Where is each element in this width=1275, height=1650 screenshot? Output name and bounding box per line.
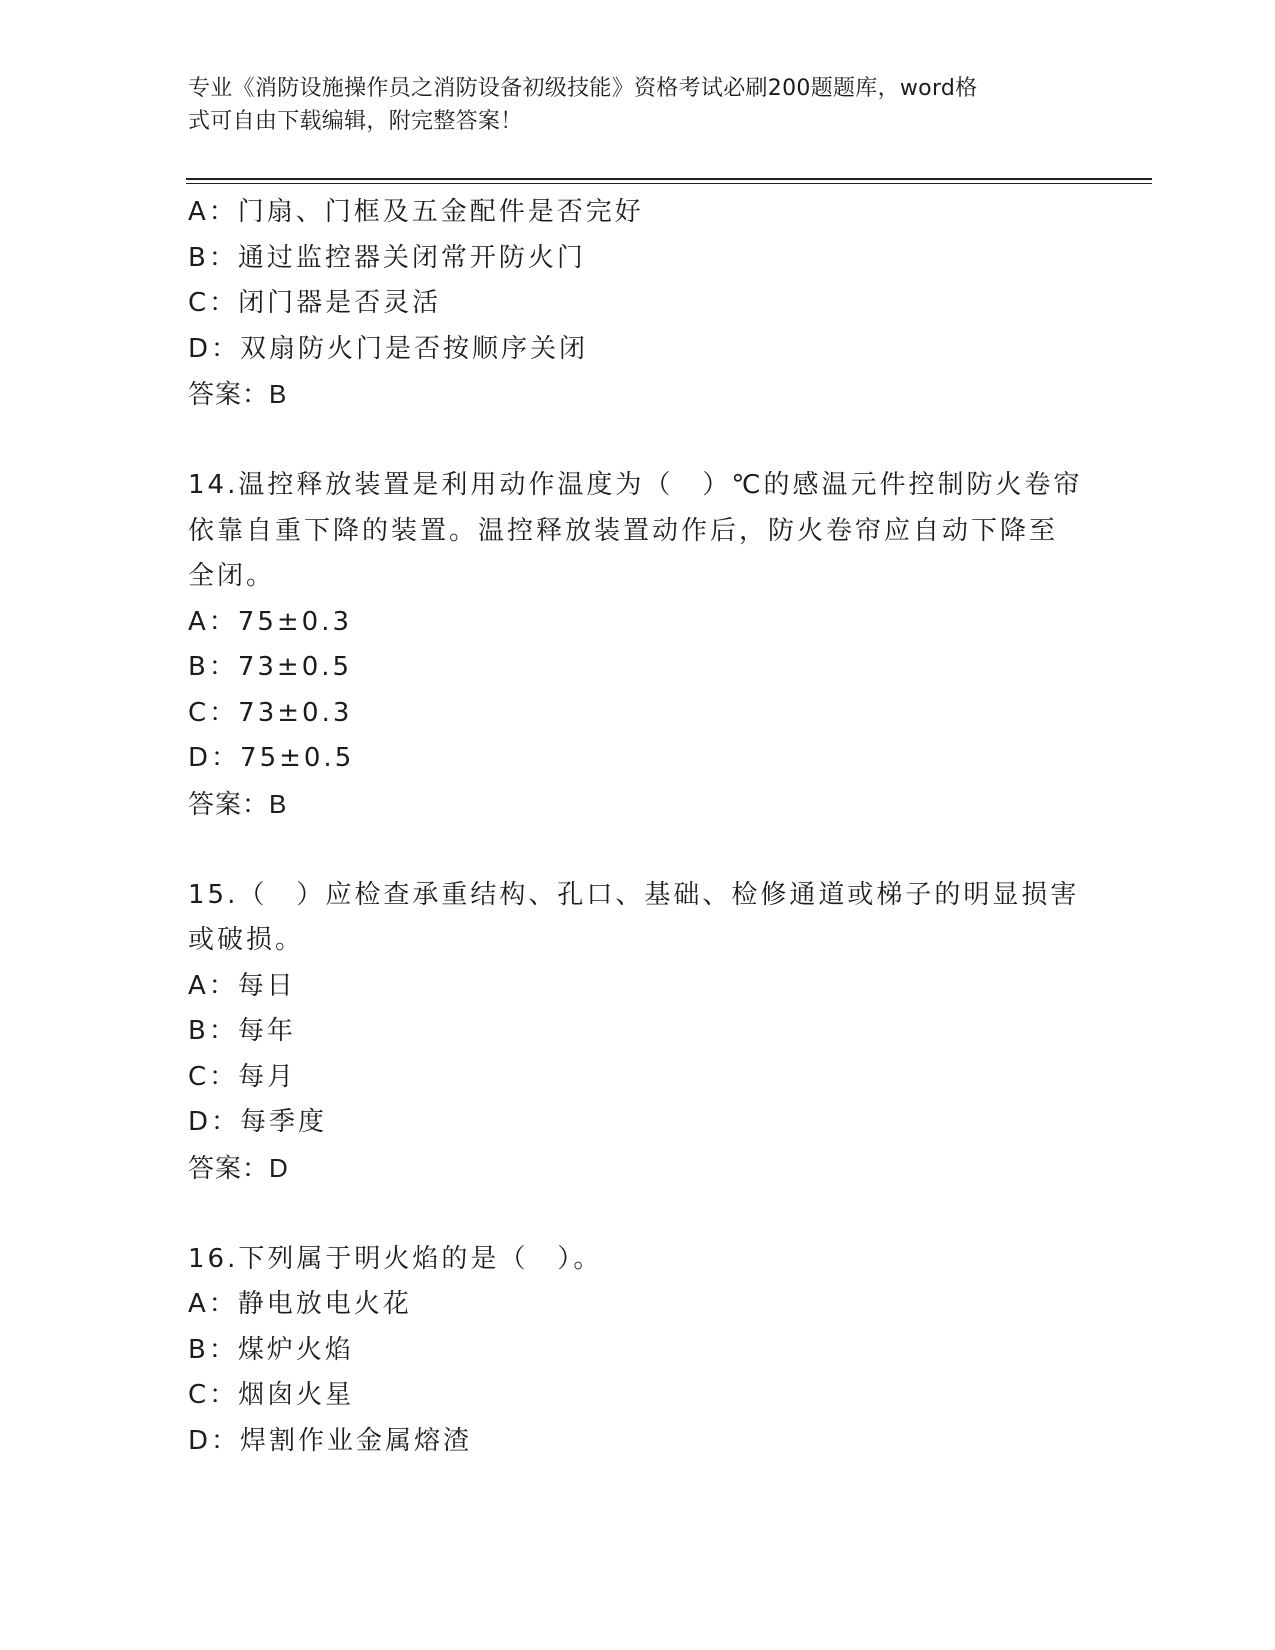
option-a: A：门扇、门框及五金配件是否完好: [188, 197, 644, 227]
header-line-1: 专业《消防设施操作员之消防设备初级技能》资格考试必刷200题题库，word格: [188, 76, 978, 101]
spacer: [188, 827, 1088, 873]
answer: 答案：B: [188, 379, 288, 409]
question-13-block: [188, 190, 1088, 418]
option-a: A：静电放电火花: [188, 1289, 412, 1319]
option-c: C：闭门器是否灵活: [188, 288, 442, 318]
option-d: D：双扇防火门是否按顺序关闭: [188, 333, 589, 364]
option-a: A：75±0.3: [188, 606, 353, 637]
spacer: [188, 1191, 1088, 1237]
option-c: C：73±0.3: [188, 697, 353, 728]
answer: 答案：D: [188, 1152, 289, 1183]
header-line-2: 式可自由下载编辑，附完整答案！: [188, 109, 523, 134]
option-b: B：73±0.5: [188, 652, 353, 682]
question-stem-line: 依靠自重下降的装置。温控释放装置动作后，防火卷帘应自动下降至: [188, 515, 1059, 546]
document-header: [188, 72, 1058, 138]
option-b: B：煤炉火焰: [188, 1334, 354, 1365]
header-rule-thick: [186, 178, 1152, 180]
answer: 答案：B: [188, 788, 288, 819]
question-16-block: [188, 1237, 1088, 1465]
option-c: C：每月: [188, 1061, 297, 1092]
question-stem-line: 15.（ ）应检查承重结构、孔口、基础、检修通道或梯子的明显损害: [188, 879, 1080, 910]
option-d: D：75±0.5: [188, 743, 355, 773]
question-stem-line: 16.下列属于明火焰的是（ ）。: [188, 1243, 603, 1274]
question-stem-line: 或破损。: [188, 925, 305, 955]
option-c: C：烟囱火星: [188, 1380, 355, 1410]
option-b: B：每年: [188, 1016, 296, 1046]
option-a: A：每日: [188, 970, 296, 1001]
question-15-block: [188, 873, 1088, 1192]
question-stem-line: 全闭。: [188, 561, 276, 591]
option-b: B：通过监控器关闭常开防火门: [188, 242, 586, 273]
option-d: D：每季度: [188, 1107, 328, 1137]
question-list: [188, 190, 1088, 1464]
spacer: [188, 418, 1088, 464]
option-d: D：焊割作业金属熔渣: [188, 1425, 473, 1456]
header-rule-thin: [186, 183, 1152, 184]
question-14-block: [188, 463, 1088, 827]
question-stem-line: 14.温控释放装置是利用动作温度为（ ）℃的感温元件控制防火卷帘: [188, 470, 1083, 500]
